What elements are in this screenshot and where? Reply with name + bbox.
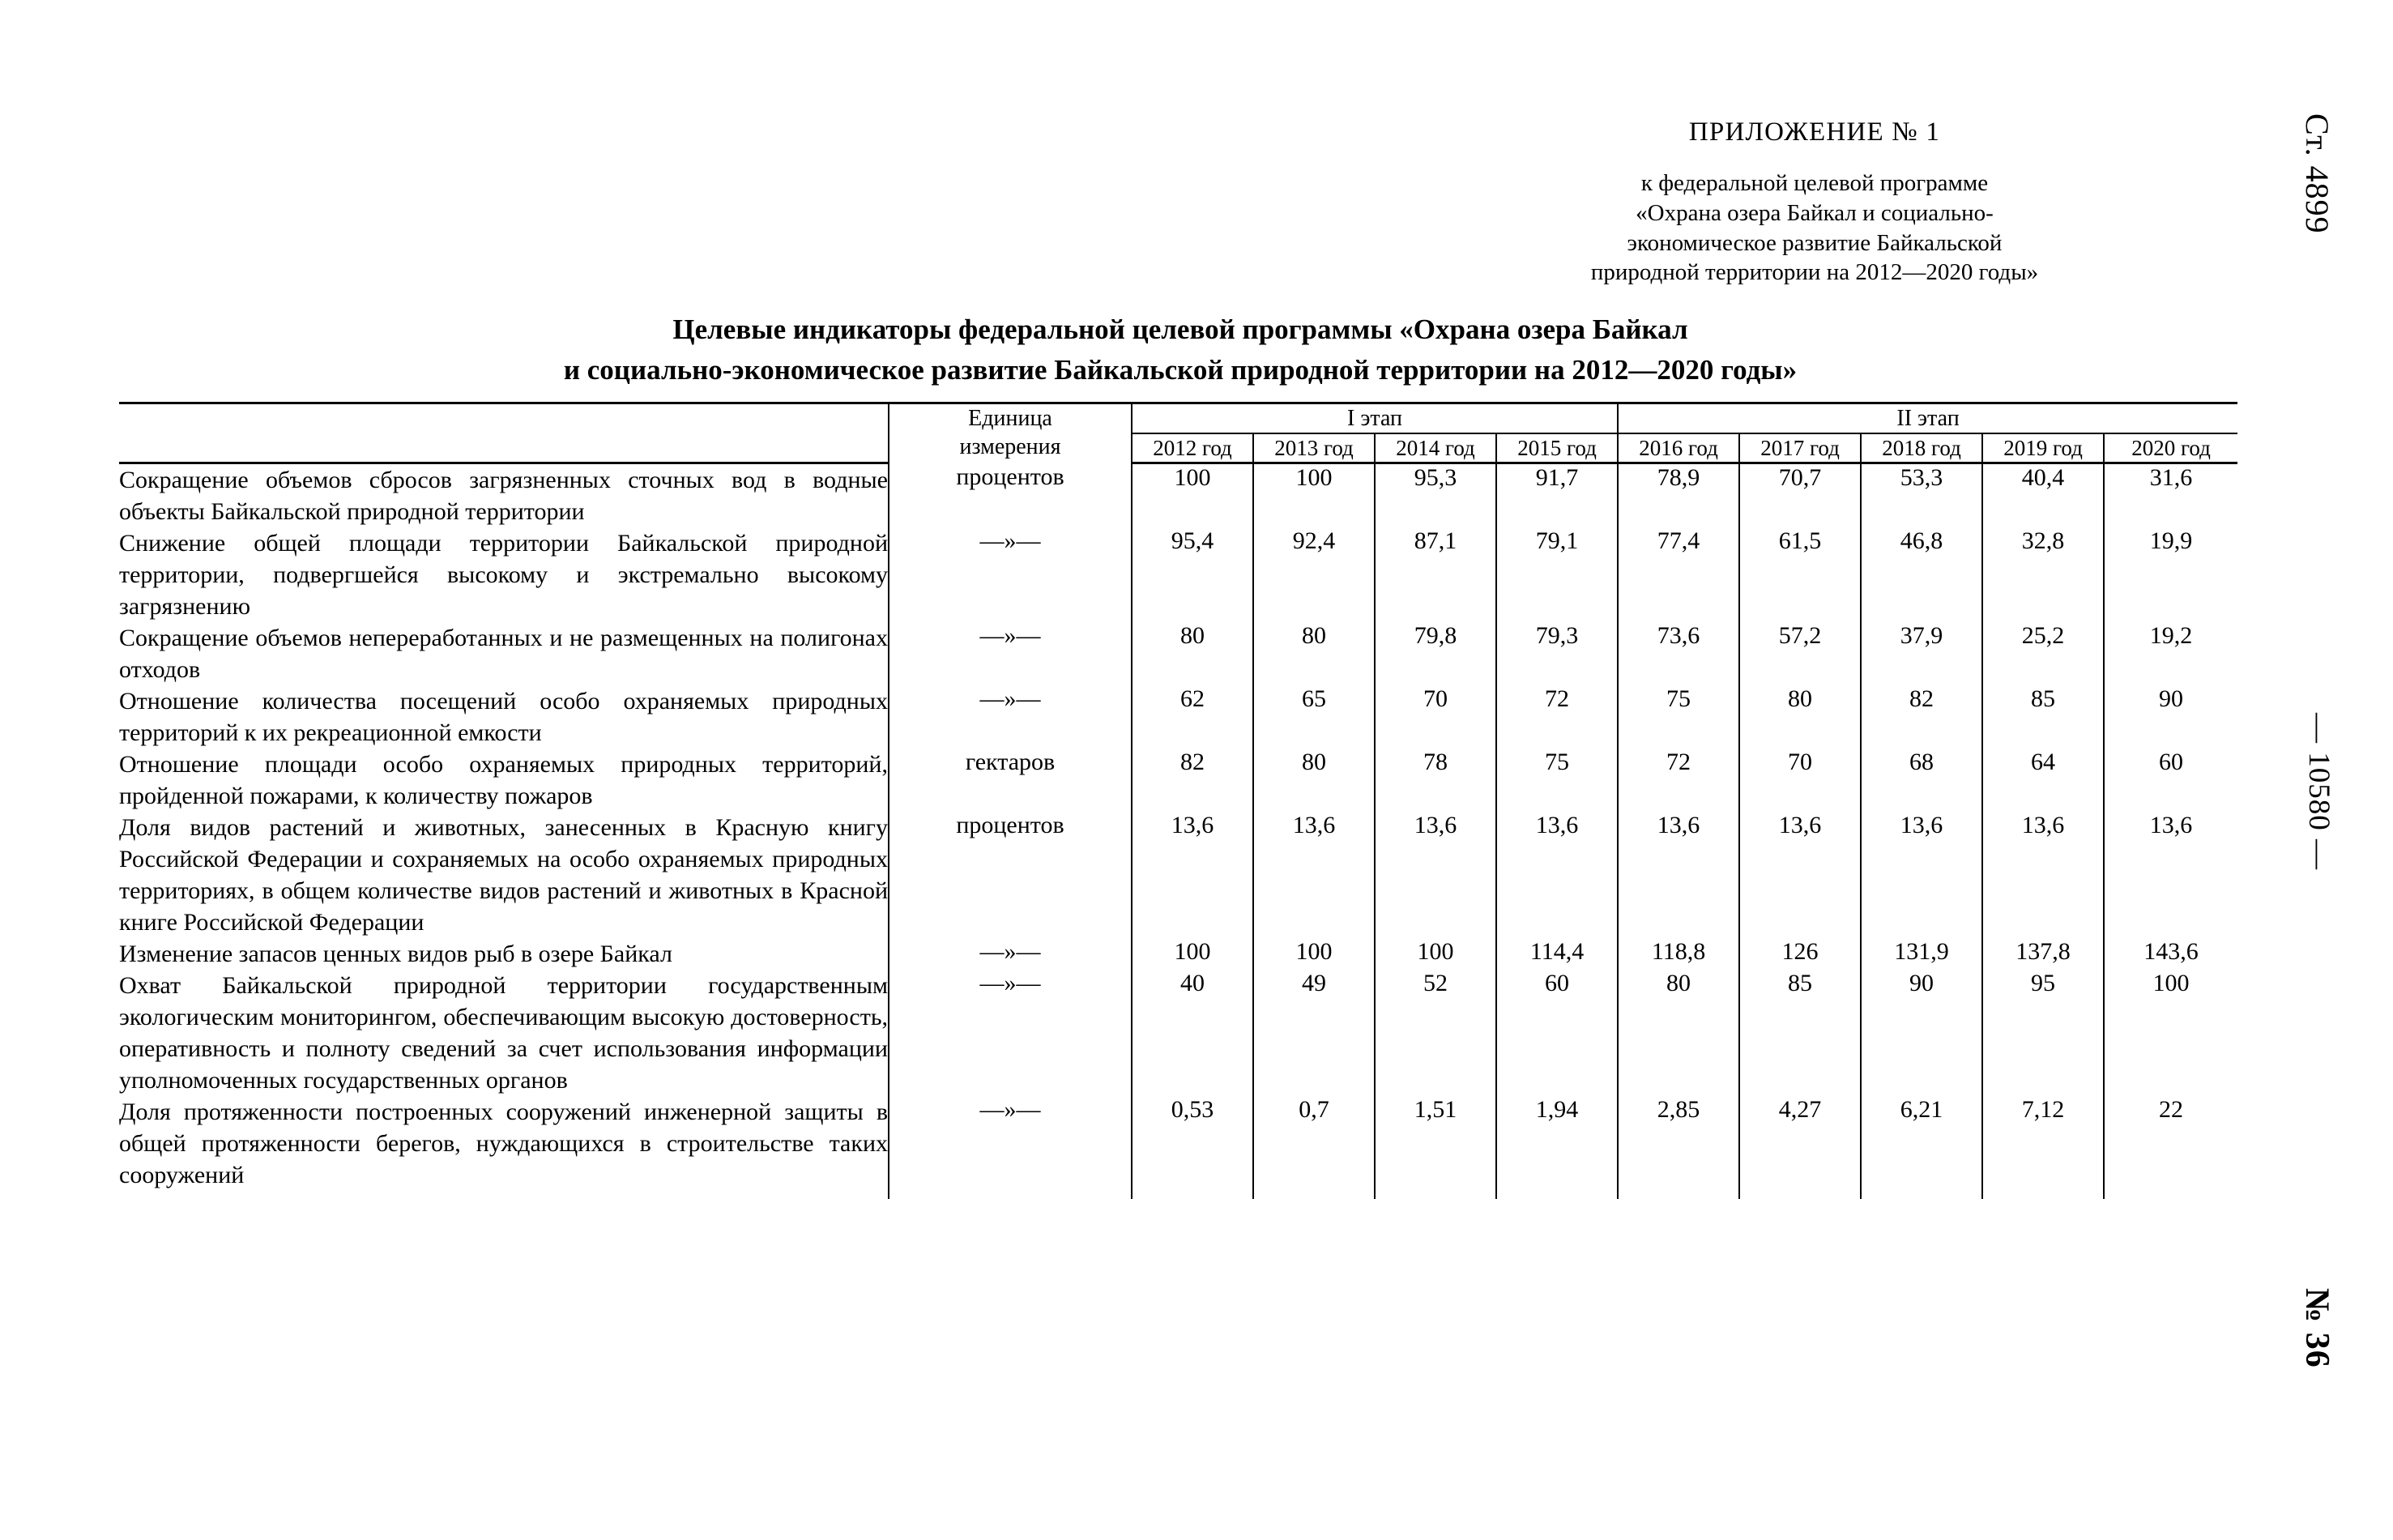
table-row [119,463,2237,528]
indicator-value-2016-год: 72 [1618,749,1739,812]
indicator-unit: гектаров [889,749,1132,812]
indicator-value-2020-год: 22 [2104,1096,2237,1191]
indicators-table [119,402,2237,1199]
appendix-reference-line-1: к федеральной целевой программе [1640,170,1989,196]
indicator-unit: —»— [889,622,1132,685]
header-year-2015: 2015 год [1496,433,1618,463]
indicator-value-2014-год: 87,1 [1375,527,1496,622]
indicator-value-2015-год: 1,94 [1496,1096,1618,1191]
indicator-value-2019-год: 64 [1982,749,2104,812]
indicator-value-2012-год: 95,4 [1132,527,1253,622]
indicator-value-2019-год: 40,4 [1982,463,2104,528]
header-stage-2: II этап [1618,403,2237,434]
indicator-value-2013-год: 100 [1253,463,1375,528]
margin-article-number: Ст. 4899 [2299,113,2335,234]
header-indicator-blank-2 [119,433,889,463]
appendix-header [1377,117,2252,288]
indicator-value-2019-год: 32,8 [1982,527,2104,622]
indicator-unit: —»— [889,1096,1132,1191]
indicator-value-2016-год: 2,85 [1618,1096,1739,1191]
table-row [119,749,2237,812]
table-row [119,970,2237,1096]
indicator-value-2020-год: 19,9 [2104,527,2237,622]
indicator-value-2014-год: 100 [1375,938,1496,970]
indicator-value-2018-год: 6,21 [1861,1096,1982,1191]
indicator-value-2012-год: 82 [1132,749,1253,812]
indicator-unit: —»— [889,970,1132,1096]
indicator-unit: —»— [889,527,1132,622]
indicator-value-2018-год: 68 [1861,749,1982,812]
indicator-value-2015-год: 79,3 [1496,622,1618,685]
indicator-value-2015-год: 75 [1496,749,1618,812]
indicator-value-2020-год: 13,6 [2104,812,2237,938]
header-unit-line-2: измерения [959,434,1061,460]
indicator-value-2018-год: 37,9 [1861,622,1982,685]
table-body [119,463,2237,1200]
indicator-value-2013-год: 80 [1253,749,1375,812]
indicator-unit: —»— [889,938,1132,970]
indicator-value-2016-год: 78,9 [1618,463,1739,528]
indicator-value-2012-год: 80 [1132,622,1253,685]
indicator-value-2017-год: 126 [1739,938,1861,970]
indicator-value-2013-год: 0,7 [1253,1096,1375,1191]
indicator-value-2016-год: 73,6 [1618,622,1739,685]
indicator-value-2013-год: 65 [1253,685,1375,749]
indicator-value-2019-год: 137,8 [1982,938,2104,970]
indicator-value-2017-год: 70,7 [1739,463,1861,528]
indicator-value-2020-год: 100 [2104,970,2237,1096]
indicator-value-2015-год: 114,4 [1496,938,1618,970]
appendix-reference-line-4: природной территории на 2012—2020 годы» [1590,259,2039,286]
header-year-2017: 2017 год [1739,433,1861,463]
header-year-2012: 2012 год [1132,433,1253,463]
indicator-value-2013-год: 13,6 [1253,812,1375,938]
indicator-value-2014-год: 79,8 [1375,622,1496,685]
header-year-2018: 2018 год [1861,433,1982,463]
indicator-value-2019-год: 95 [1982,970,2104,1096]
margin-page-number: — 10580 — [2302,713,2335,870]
indicators-table-wrapper [119,402,2237,1199]
header-year-2014: 2014 год [1375,433,1496,463]
indicator-value-2014-год: 13,6 [1375,812,1496,938]
indicator-value-2017-год: 70 [1739,749,1861,812]
indicator-value-2015-год: 13,6 [1496,812,1618,938]
indicator-value-2020-год: 60 [2104,749,2237,812]
indicator-value-2019-год: 85 [1982,685,2104,749]
indicator-value-2017-год: 85 [1739,970,1861,1096]
indicator-value-2018-год: 13,6 [1861,812,1982,938]
indicator-name: Сокращение объемов непереработанных и не размещенных на полигонах отходов [119,625,888,684]
indicator-value-2015-год: 91,7 [1496,463,1618,528]
indicator-name: Сокращение объемов сбросов загрязненных сточных вод в водные объекты Байкальской природной территории [119,467,888,526]
indicator-value-2017-год: 61,5 [1739,527,1861,622]
indicator-value-2015-год: 60 [1496,970,1618,1096]
header-unit [889,403,1132,463]
header-year-2013: 2013 год [1253,433,1375,463]
page-title-line-1: Целевые индикаторы федеральной целевой программы «Охрана озера Байкал [672,314,1688,345]
appendix-reference-line-3: экономическое развитие Байкальской [1627,229,2003,256]
indicator-value-2019-год: 13,6 [1982,812,2104,938]
indicator-value-2014-год: 1,51 [1375,1096,1496,1191]
indicator-value-2012-год: 100 [1132,463,1253,528]
table-row [119,1096,2237,1191]
indicator-name: Доля протяженности построенных сооружений инженерной защиты в общей протяженности берегов, нуждающихся в строительстве таких сооружений [119,1098,888,1189]
indicator-name: Изменение запасов ценных видов рыб в озере Байкал [119,941,672,968]
indicator-value-2016-год: 80 [1618,970,1739,1096]
header-year-2019: 2019 год [1982,433,2104,463]
table-header [119,403,2237,463]
appendix-reference-line-2: «Охрана озера Байкал и социально- [1636,199,1994,226]
indicator-name: Отношение площади особо охраняемых природных территорий, пройденной пожарами, к количеству пожаров [119,751,888,810]
indicator-value-2015-год: 72 [1496,685,1618,749]
table-row [119,527,2237,622]
indicator-value-2019-год: 25,2 [1982,622,2104,685]
indicator-name: Отношение количества посещений особо охраняемых природных территорий к их рекреационной емкости [119,688,888,747]
indicator-value-2018-год: 90 [1861,970,1982,1096]
indicator-unit: —»— [889,685,1132,749]
table-row [119,812,2237,938]
indicator-value-2016-год: 13,6 [1618,812,1739,938]
indicator-value-2013-год: 92,4 [1253,527,1375,622]
indicator-value-2020-год: 31,6 [2104,463,2237,528]
indicator-value-2013-год: 80 [1253,622,1375,685]
indicator-value-2017-год: 4,27 [1739,1096,1861,1191]
indicator-value-2012-год: 62 [1132,685,1253,749]
indicator-unit: процентов [889,463,1132,528]
table-row [119,685,2237,749]
indicator-value-2012-год: 40 [1132,970,1253,1096]
table-spacer-row [119,1191,2237,1199]
indicator-value-2018-год: 46,8 [1861,527,1982,622]
indicator-value-2012-год: 0,53 [1132,1096,1253,1191]
indicator-value-2013-год: 100 [1253,938,1375,970]
appendix-reference [1377,169,2252,288]
table-header-row-years [119,433,2237,463]
indicator-value-2020-год: 19,2 [2104,622,2237,685]
indicator-value-2015-год: 79,1 [1496,527,1618,622]
indicator-value-2014-год: 78 [1375,749,1496,812]
indicator-value-2020-год: 143,6 [2104,938,2237,970]
indicator-value-2016-год: 77,4 [1618,527,1739,622]
appendix-title: ПРИЛОЖЕНИЕ № 1 [1688,117,1941,147]
header-unit-line-1: Единица [968,406,1052,431]
indicator-value-2018-год: 82 [1861,685,1982,749]
indicator-value-2020-год: 90 [2104,685,2237,749]
indicator-value-2012-год: 100 [1132,938,1253,970]
header-year-2016: 2016 год [1618,433,1739,463]
header-year-2020: 2020 год [2104,433,2237,463]
indicator-value-2014-год: 95,3 [1375,463,1496,528]
indicator-value-2016-год: 118,8 [1618,938,1739,970]
indicator-value-2013-год: 49 [1253,970,1375,1096]
indicator-value-2018-год: 53,3 [1861,463,1982,528]
indicator-value-2014-год: 70 [1375,685,1496,749]
indicator-name: Доля видов растений и животных, занесенных в Красную книгу Российской Федерации и сохраняемых на особо охраняемых природных территориях, в общем количестве видов растений и животных в Красной книге Российской Федерации [119,814,888,936]
page-title-line-2: и социально-экономическое развитие Байкальской природной территории на 2012—2020 годы» [563,353,1798,386]
header-indicator-blank [119,403,889,434]
indicator-value-2014-год: 52 [1375,970,1496,1096]
indicator-value-2012-год: 13,6 [1132,812,1253,938]
table-row [119,622,2237,685]
indicator-value-2019-год: 7,12 [1982,1096,2104,1191]
indicator-name: Снижение общей площади территории Байкальской природной территории, подвергшейся высокому и экстремально высокому загрязнению [119,530,888,621]
table-header-row-stages [119,403,2237,434]
margin-issue-number: № 36 [2298,1288,2335,1368]
indicator-value-2017-год: 13,6 [1739,812,1861,938]
indicator-value-2016-год: 75 [1618,685,1739,749]
indicator-value-2017-год: 57,2 [1739,622,1861,685]
indicator-value-2017-год: 80 [1739,685,1861,749]
page-title [119,309,2242,390]
table-row [119,938,2237,970]
indicator-unit: процентов [889,812,1132,938]
indicator-value-2018-год: 131,9 [1861,938,1982,970]
indicator-name: Охват Байкальской природной территории государственным экологическим мониторингом, обеспечивающим высокую достоверность, оперативность и полноту сведений за счет использования информации уполномоченных государственных органов [119,972,888,1094]
header-stage-1: I этап [1132,403,1618,434]
